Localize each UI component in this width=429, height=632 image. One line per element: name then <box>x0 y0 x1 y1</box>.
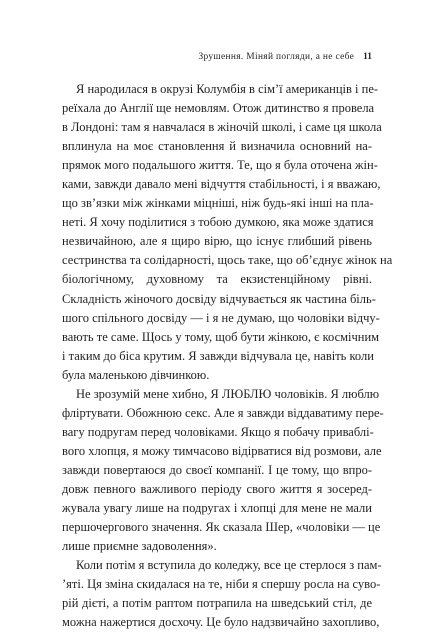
text-line: фліртувати. Обожнюю секс. Але я завжди віддаватиму пере- <box>62 405 384 420</box>
text-line: ’яті. Ця зміна скидалася на те, ніби я спершу росла на суво- <box>62 577 381 592</box>
text-line: завжди повертаюся до своєї компанії. І це тому, що впро- <box>62 462 372 477</box>
running-head <box>176 52 372 62</box>
paragraph <box>62 80 393 385</box>
text-line: лише приємне задоволення». <box>62 539 217 554</box>
text-line: вають те саме. Щось у тому, щоб бути жінкою, є космічним <box>62 329 380 344</box>
text-line: ками, завжди давало мені відчуття стабільності, і я вважаю, <box>62 177 381 192</box>
body-text <box>62 80 393 632</box>
text-line: біологічному, духовному та екзистенційному рівні. <box>62 272 372 287</box>
text-line: довж певного важливого періоду свого життя я зосеред- <box>62 481 372 496</box>
text-line: що зв’язки між жінками міцніші, ніж будь-які інші на пла- <box>62 196 374 211</box>
text-line: була маленькою дівчинкою. <box>62 367 210 382</box>
text-line: можна нажертися досхочу. Це було надзвичайно захопливо, <box>62 615 380 630</box>
running-head-title: Зрушення. Міняй погляди, а не себе <box>198 52 355 62</box>
text-line: першочергового значення. Як сказала Шер, «чоловіки — це <box>62 520 381 535</box>
text-line: сестринства та солідарності, щось таке, що об’єднує жінок на <box>62 253 393 268</box>
text-line: неті. Я хочу поділитися з тобою думкою, яка може здатися <box>62 215 374 230</box>
text-line: незвичайною, але я щиро вірю, що існує глибший рівень <box>62 234 372 249</box>
text-line: Я народилася в окрузі Колумбія в сім’ї американців і пе- <box>76 82 379 96</box>
text-line: Не зрозумій мене хибно, Я ЛЮБЛЮ чоловіків. Я люблю <box>76 386 380 401</box>
paragraph <box>62 556 382 632</box>
paragraph <box>62 385 384 556</box>
text-line: Складність жіночого досвіду відчувається як частина біль- <box>62 291 376 306</box>
text-line: вплинула на моє становлення й визначила основний на- <box>62 139 372 154</box>
text-line: в Лондоні: там я навчалася в жіночій школі, і саме ця школа <box>62 120 382 135</box>
page-number: 11 <box>363 52 372 62</box>
text-line: рій дієті, а потім раптом потрапила на шведський стіл, де <box>62 596 372 611</box>
text-line: реїхала до Англії ще немовлям. Отож дитинство я провела <box>62 101 375 116</box>
text-line: вого хлопця, я можу тимчасово відірватися від розмови, але <box>62 443 382 458</box>
text-line: жувала увагу лише на подругах і хлопці для мене не мали <box>62 501 372 516</box>
text-line: і таким до біса крутим. Я завжди відчувала це, навіть коли <box>62 348 374 363</box>
text-line: Коли потім я вступила до коледжу, все це стерлося з пам- <box>76 558 382 573</box>
text-line: шого спільного досвіду — і я не думаю, що чоловіки відчу- <box>62 310 380 325</box>
text-line: прямок мого подальшого життя. Те, що я була оточена жін- <box>62 158 378 173</box>
text-line: вагу подругам перед чоловіками. Якщо я побачу приваблі- <box>62 424 374 439</box>
